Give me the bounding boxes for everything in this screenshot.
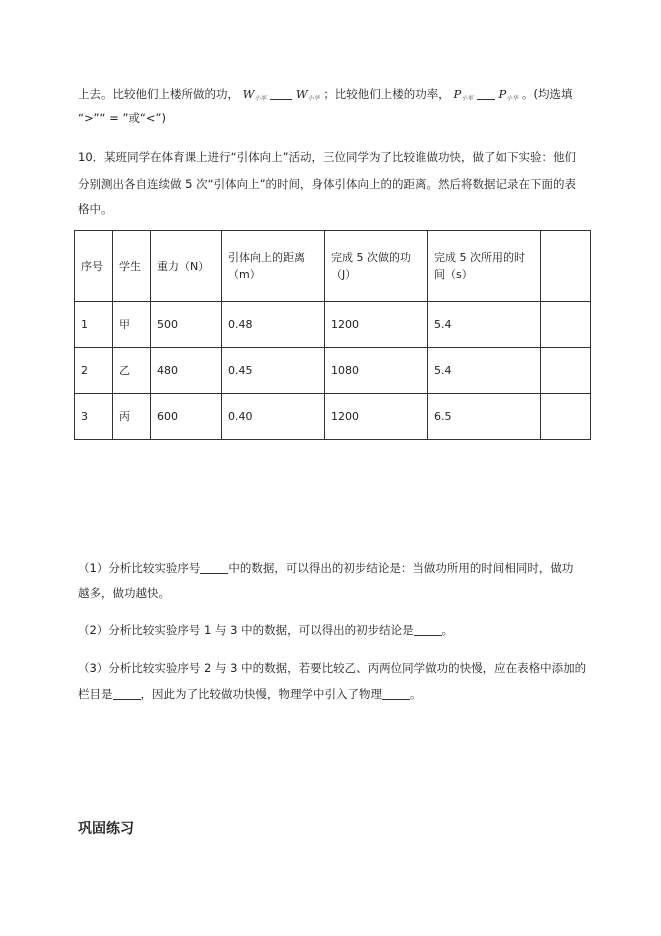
- q9-line1: 上去。比较他们上楼所做的功， $W_{小军}$ $W_{小华}$ ；比较他们上楼的功率， $P_{小军}$ $P_{小华}$ 。(均选填: [78, 87, 573, 102]
- header-cell: 完成 5 次所用的时间（s）: [428, 231, 541, 302]
- q9-options: “>”“ = ”或“<”): [78, 111, 166, 125]
- table-cell: 3: [75, 394, 113, 440]
- table-cell: 480: [151, 348, 222, 394]
- table-cell: 0.48: [222, 302, 325, 348]
- answer-blank-work[interactable]: [270, 88, 292, 100]
- table-cell: 乙: [113, 348, 151, 394]
- table-row: [75, 394, 591, 440]
- table-cell: 1200: [325, 302, 428, 348]
- subquestion-3: （3）分析比较实验序号 2 与 3 中的数据，若要比较乙、丙两位同学做功的快慢，应在表格中添加的: [78, 661, 587, 675]
- header-cell: 学生: [113, 231, 151, 302]
- answer-blank-3b[interactable]: [382, 688, 410, 700]
- work-symbol-xiaojun: $W_{小军}$: [242, 87, 267, 102]
- answer-blank-power[interactable]: [477, 88, 495, 100]
- table-cell: 1200: [325, 394, 428, 440]
- table-cell: 1080: [325, 348, 428, 394]
- table-cell: 5.4: [428, 348, 541, 394]
- table-header-row: [75, 231, 591, 302]
- table-cell-empty[interactable]: [541, 348, 591, 394]
- table-cell: 500: [151, 302, 222, 348]
- power-symbol-xiaohua: $P_{小华}$: [498, 87, 519, 102]
- header-cell-empty[interactable]: [541, 231, 591, 302]
- table-row: [75, 348, 591, 394]
- subquestion-1: （1）分析比较实验序号 中的数据，可以得出的初步结论是：当做功所用的时间相同时，做功: [78, 561, 574, 575]
- q10-line2: 分别测出各自连续做 5 次“引体向上”的时间，身体引体向上的的距离。然后将数据记录在下面的表: [78, 177, 577, 191]
- section-heading: 巩固练习: [78, 821, 134, 837]
- table-cell: 1: [75, 302, 113, 348]
- table-cell: 600: [151, 394, 222, 440]
- header-cell: 完成 5 次做的功（J）: [325, 231, 428, 302]
- data-table: [74, 230, 591, 440]
- subquestion-3-cont: 栏目是 ，因此为了比较做功快慢，物理学中引入了物理 。: [78, 687, 422, 701]
- header-cell: 重力（N）: [151, 231, 222, 302]
- table-cell: 5.4: [428, 302, 541, 348]
- q10-line1: 10．某班同学在体育课上进行“引体向上”活动，三位同学为了比较谁做功快，做了如下实验：他们: [78, 150, 577, 164]
- subquestion-2: （2）分析比较实验序号 1 与 3 中的数据，可以得出的初步结论是 。: [78, 623, 454, 637]
- answer-blank-2[interactable]: [414, 624, 442, 636]
- header-cell: 序号: [75, 231, 113, 302]
- power-symbol-xiaojun: $P_{小军}$: [453, 87, 474, 102]
- table-row: [75, 302, 591, 348]
- table-cell-empty[interactable]: [541, 394, 591, 440]
- table-cell: 0.40: [222, 394, 325, 440]
- q10-line3: 格中。: [78, 202, 113, 216]
- answer-blank-1[interactable]: [200, 562, 228, 574]
- table-cell: 0.45: [222, 348, 325, 394]
- table-cell: 甲: [113, 302, 151, 348]
- work-symbol-xiaohua: $W_{小华}$: [295, 87, 320, 102]
- table-cell: 6.5: [428, 394, 541, 440]
- table-cell-empty[interactable]: [541, 302, 591, 348]
- header-cell: 引体向上的距离（m）: [222, 231, 325, 302]
- table-cell: 丙: [113, 394, 151, 440]
- answer-blank-3a[interactable]: [113, 688, 141, 700]
- table-cell: 2: [75, 348, 113, 394]
- subquestion-1-cont: 越多，做功越快。: [78, 586, 170, 600]
